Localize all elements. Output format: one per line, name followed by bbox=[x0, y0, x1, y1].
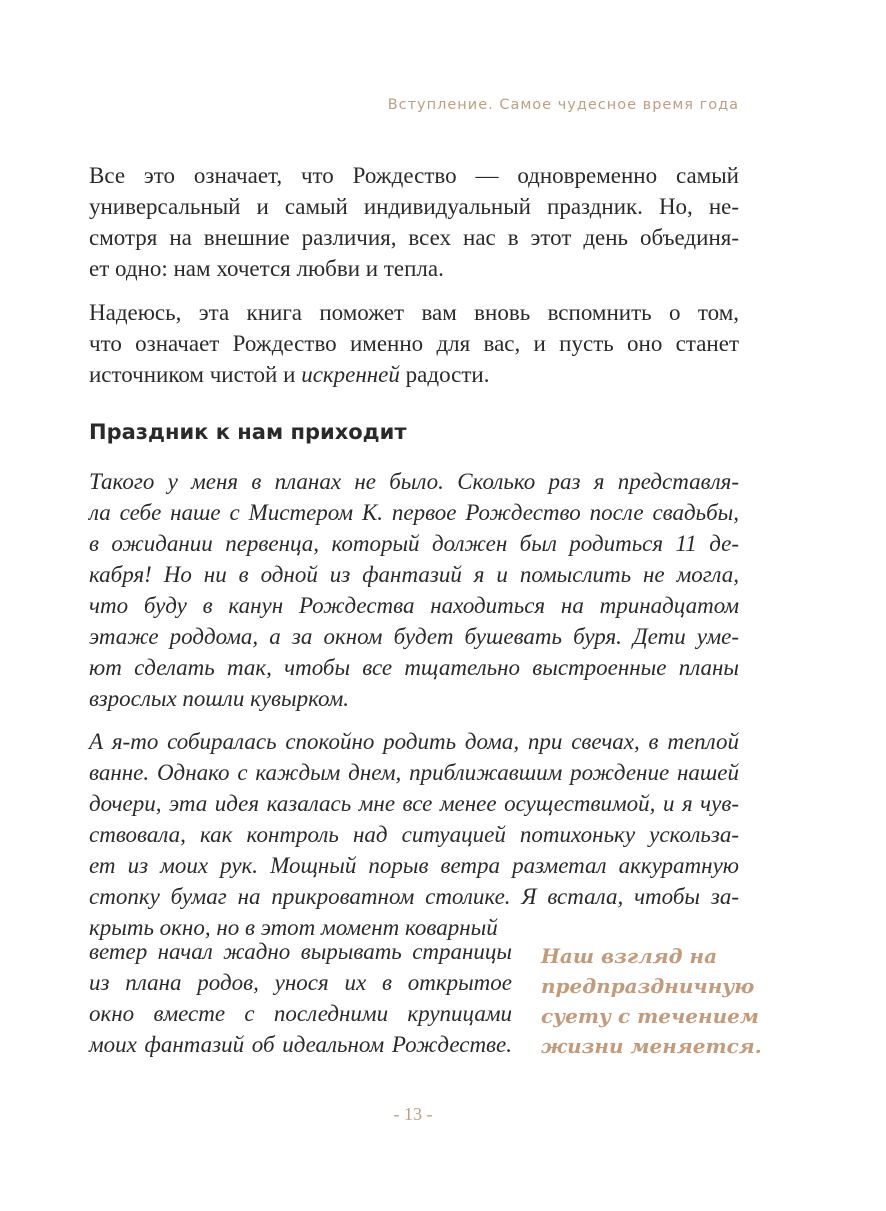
text-line: моих фантазий об идеальном Рождестве. bbox=[89, 1032, 512, 1057]
text-line: А я-то собиралась спокойно родить дома, при свечах, в теплой bbox=[89, 729, 739, 754]
text-line: что буду в канун Рождества находиться на тринадцатом bbox=[89, 593, 739, 618]
paragraph-2 bbox=[89, 297, 739, 390]
text-fragment: радости. bbox=[399, 362, 490, 387]
text-line: из плана родов, унося их в открытое bbox=[89, 970, 512, 995]
text-line: кабря! Но ни в одной из фантазий я и помыслить не могла, bbox=[89, 562, 739, 587]
text-line: ла себе наше с Мистером К. первое Рождество после свадьбы, bbox=[89, 500, 739, 525]
paragraph-4-narrow bbox=[89, 936, 512, 1060]
pull-quote-line: суету с течением bbox=[541, 1004, 759, 1028]
page-number: - 13 - bbox=[393, 1104, 433, 1124]
text-line bbox=[89, 359, 739, 390]
text-line: ветер начал жадно вырывать страницы bbox=[89, 939, 512, 964]
text-line: универсальный и самый индивидуальный праздник. Но, не- bbox=[89, 194, 739, 219]
text-line: что означает Рождество именно для вас, и пусть оно станет bbox=[89, 331, 739, 356]
text-fragment: источником чистой и bbox=[89, 362, 302, 387]
paragraph-1 bbox=[89, 160, 739, 284]
text-line: ет одно: нам хочется любви и тепла. bbox=[89, 256, 444, 281]
text-line: Надеюсь, эта книга поможет вам вновь вспомнить о том, bbox=[89, 300, 739, 325]
running-header: Вступление. Самое чудесное время года bbox=[387, 97, 739, 113]
emphasis-text: искренней bbox=[301, 362, 400, 387]
text-line: стопку бумаг на прикроватном столике. Я встала, чтобы за- bbox=[89, 884, 739, 909]
text-line: ют сделать так, чтобы все тщательно выстроенные планы bbox=[89, 655, 739, 680]
pull-quote-line: Наш взгляд на bbox=[541, 944, 718, 968]
text-line: ет из моих рук. Мощный порыв ветра разметал аккуратную bbox=[89, 853, 739, 878]
text-line: этаже роддома, а за окном будет бушевать буря. Дети уме- bbox=[89, 624, 739, 649]
paragraph-3 bbox=[89, 466, 739, 714]
text-line: смотря на внешние различия, всех нас в этот день объединя- bbox=[89, 225, 739, 250]
text-line: крыть окно, но в этот момент коварный bbox=[89, 915, 498, 940]
paragraph-4 bbox=[89, 726, 739, 943]
text-line: окно вместе с последними крупицами bbox=[89, 1001, 512, 1026]
pull-quote-line: жизни меняется. bbox=[541, 1034, 762, 1058]
text-line: Все это означает, что Рождество — одновременно самый bbox=[89, 163, 739, 188]
text-line: Такого у меня в планах не было. Сколько раз я представля- bbox=[89, 469, 739, 494]
text-line: дочери, эта идея казалась мне все менее осуществимой, и я чув- bbox=[89, 791, 739, 816]
section-heading: Праздник к нам приходит bbox=[89, 420, 407, 444]
pull-quote bbox=[541, 941, 762, 1061]
text-line: взрослых пошли кувырком. bbox=[89, 686, 350, 711]
text-line: ванне. Однако с каждым днем, приближавшим рождение нашей bbox=[89, 760, 739, 785]
text-line: ствовала, как контроль над ситуацией потихоньку ускольза- bbox=[89, 822, 739, 847]
text-line: в ожидании первенца, который должен был родиться 11 де- bbox=[89, 531, 739, 556]
pull-quote-line: предпраздничную bbox=[541, 974, 755, 998]
